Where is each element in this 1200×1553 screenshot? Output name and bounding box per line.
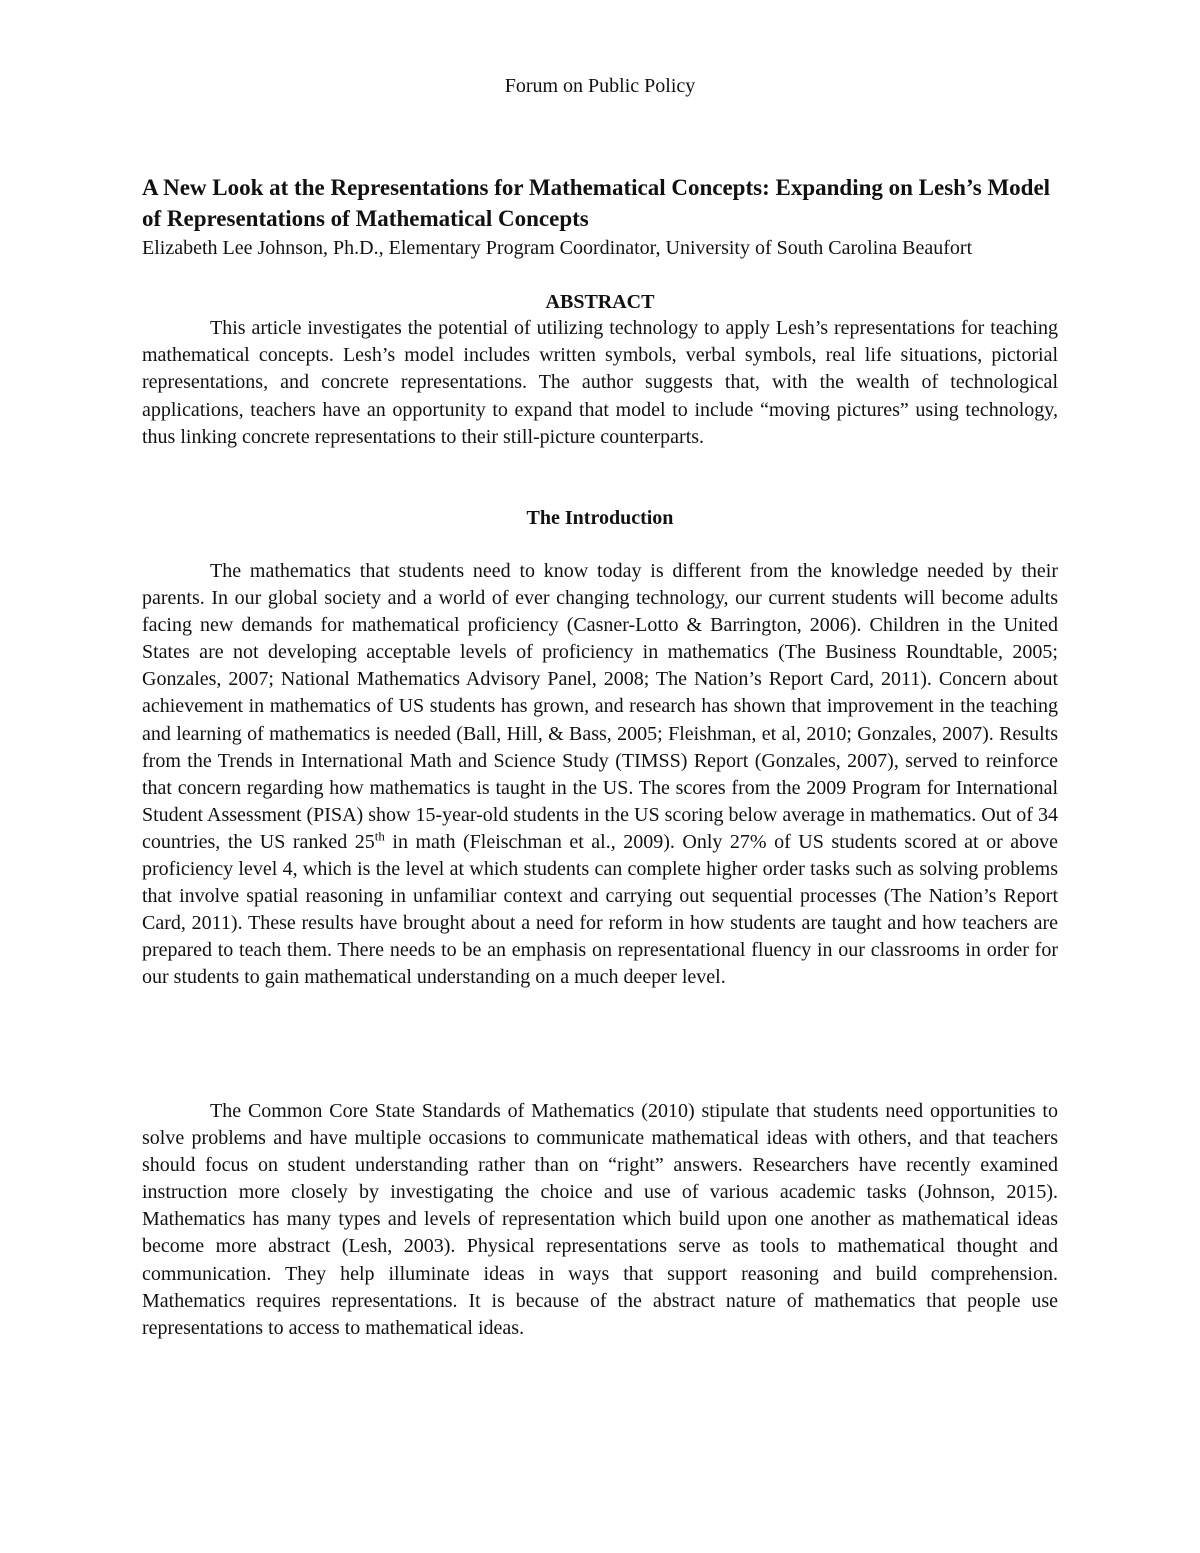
abstract-heading: ABSTRACT [545,291,655,313]
abstract-text: This article investigates the potential of utilizing technology to apply Lesh’s representations for teaching mathematical concepts. Lesh’s model includes written symbols, verbal symbols, real life situations, pictorial representations, and concrete representations. The author suggests that, with the wealth of technological applications, teachers have an opportunity to expand that model to include “moving pictures” using technology, thus linking concrete representations to their still-picture counterparts. [142,317,1058,448]
article-title: A New Look at the Representations for Mathematical Concepts: Expanding on Lesh’s Model of Representations of Mathematical Concepts [142,175,1051,231]
paragraph-1-text-b: in math (Fleischman et al., 2009). Only 27% of US students scored at or above proficiency level 4, which is the level at which students can complete higher order tasks such as solving problems that involve spatial reasoning in unfamiliar context and carrying out sequential processes (The Nation’s Report Card, 2011). These results have brought about a need for reform in how students are taught and how teachers are prepared to teach them. There needs to be an emphasis on representational fluency in our classrooms in order for our students to gain mathematical understanding on a much deeper level. [142,830,1058,989]
paragraph-1-text-a: The mathematics that students need to know today is different from the knowledge needed by their parents. In our global society and a world of ever changing technology, our current students will become adults facing new demands for mathematical proficiency (Casner-Lotto & Barrington, 2006). Children in the United States are not developing acceptable levels of proficiency in mathematics (The Business Roundtable, 2005; Gonzales, 2007; National Mathematics Advisory Panel, 2008; The Nation’s Report Card, 2011). Concern about achievement in mathematics of US students has grown, and research has shown that improvement in the teaching and learning of mathematics is needed (Ball, Hill, & Bass, 2005; Fleishman, et al, 2010; Gonzales, 2007). Results from the Trends in International Math and Science Study (TIMSS) Report (Gonzales, 2007), served to reinforce that concern regarding how mathematics is taught in the US. The scores from the 2009 Program for International Student Assessment (PISA) show 15-year-old students in the US scoring below average in mathematics. Out of 34 countries, the US ranked 25 [142,560,1058,853]
section-heading-introduction: The Introduction [526,507,674,529]
introduction-paragraph-1 [142,558,1058,992]
author-line: Elizabeth Lee Johnson, Ph.D., Elementary Program Coordinator, University of South Carolina Beaufort [142,237,973,259]
running-header: Forum on Public Policy [504,75,696,97]
introduction-paragraph-2: The Common Core State Standards of Mathematics (2010) stipulate that students need opportunities to solve problems and have multiple occasions to communicate mathematical ideas with others, and that teachers should focus on student understanding rather than on “right” answers. Researchers have recently examined instruction more closely by investigating the choice and use of various academic tasks (Johnson, 2015). Mathematics has many types and levels of representation which build upon one another as mathematical ideas become more abstract (Lesh, 2003). Physical representations serve as tools to mathematical thought and communication. They help illuminate ideas in ways that support reasoning and build comprehension. Mathematics requires representations. It is because of the abstract nature of mathematics that people use representations to access to mathematical ideas. [142,1100,1058,1339]
ordinal-superscript: th [374,828,385,844]
